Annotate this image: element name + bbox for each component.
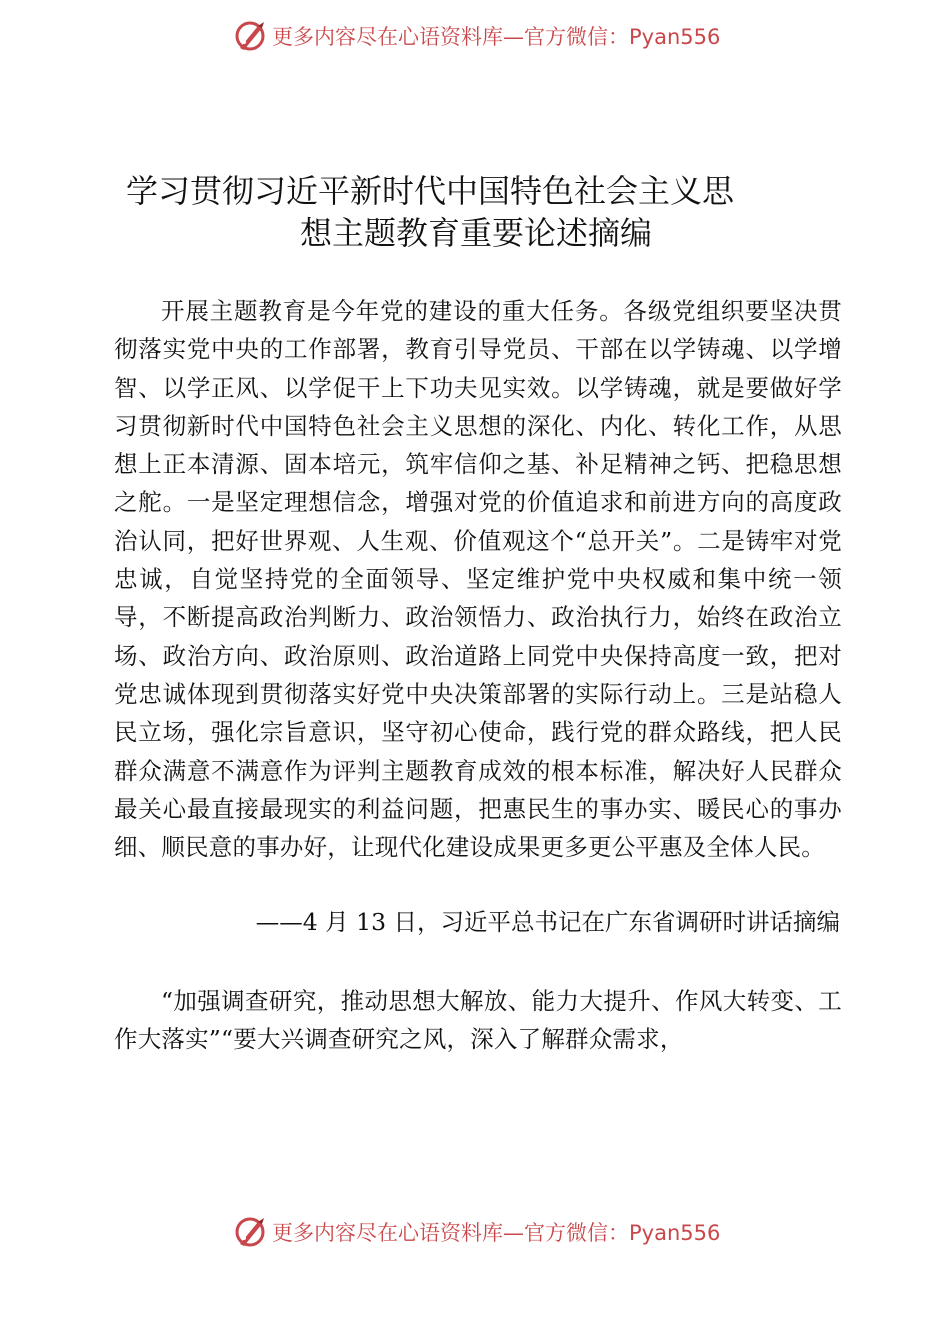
footer-watermark-banner <box>232 1212 720 1252</box>
watermark-brand-text: 更多内容尽在心语资料库 <box>272 1221 503 1245</box>
body-paragraph-1: 开展主题教育是今年党的建设的重大任务。各级党组织要坚决贯彻落实党中央的工作部署，教育引导党员、干部在以学铸魂、以学增智、以学正风、以学促干上下功夫见实效。以学铸魂，就是要做好学习贯彻新时代中国特色社会主义思想的深化、内化、转化工作，从思想上正本清源、固本培元，筑牢信仰之基、补足精神之钙、把稳思想之舵。一是坚定理想信念，增强对党的价值追求和前进方向的高度政治认同，把好世界观、人生观、价值观这个“总开关”。二是铸牢对党忠诚，自觉坚持党的全面领导、坚定维护党中央权威和集中统一领导，不断提高政治判断力、政治领悟力、政治执行力，始终在政治立场、政治方向、政治原则、政治道路上同党中央保持高度一致，把对党忠诚体现到贯彻落实好党中央决策部署的实际行动上。三是站稳人民立场，强化宗旨意识，坚守初心使命，践行党的群众路线，把人民群众满意不满意作为评判主题教育成效的根本标准，解决好人民群众最关心最直接最现实的利益问题，把惠民生的事办实、暖民心的事办细、顺民意的事办好，让现代化建设成果更多更公平惠及全体人民。 <box>114 297 842 862</box>
body-paragraph-2: “加强调查研究，推动思想大解放、能力大提升、作风大转变、工作大落实”“要大兴调查研究之风，深入了解群众需求， <box>114 987 842 1054</box>
title-line-1: 学习贯彻习近平新时代中国特色社会主义思 <box>126 172 735 210</box>
pen-logo-icon <box>232 18 268 54</box>
quote-attribution: ——4 月 13 日，习近平总书记在广东省调研时讲话摘编 <box>255 908 840 936</box>
watermark-brand-text: 更多内容尽在心语资料库 <box>272 25 503 49</box>
watermark-contact-text: —官方微信：Pyan556 <box>503 1221 721 1245</box>
header-watermark-banner <box>232 16 720 56</box>
pen-logo-icon <box>232 1214 268 1250</box>
watermark-contact-text: —官方微信：Pyan556 <box>503 25 721 49</box>
title-line-2: 想主题教育重要论述摘编 <box>300 214 653 252</box>
